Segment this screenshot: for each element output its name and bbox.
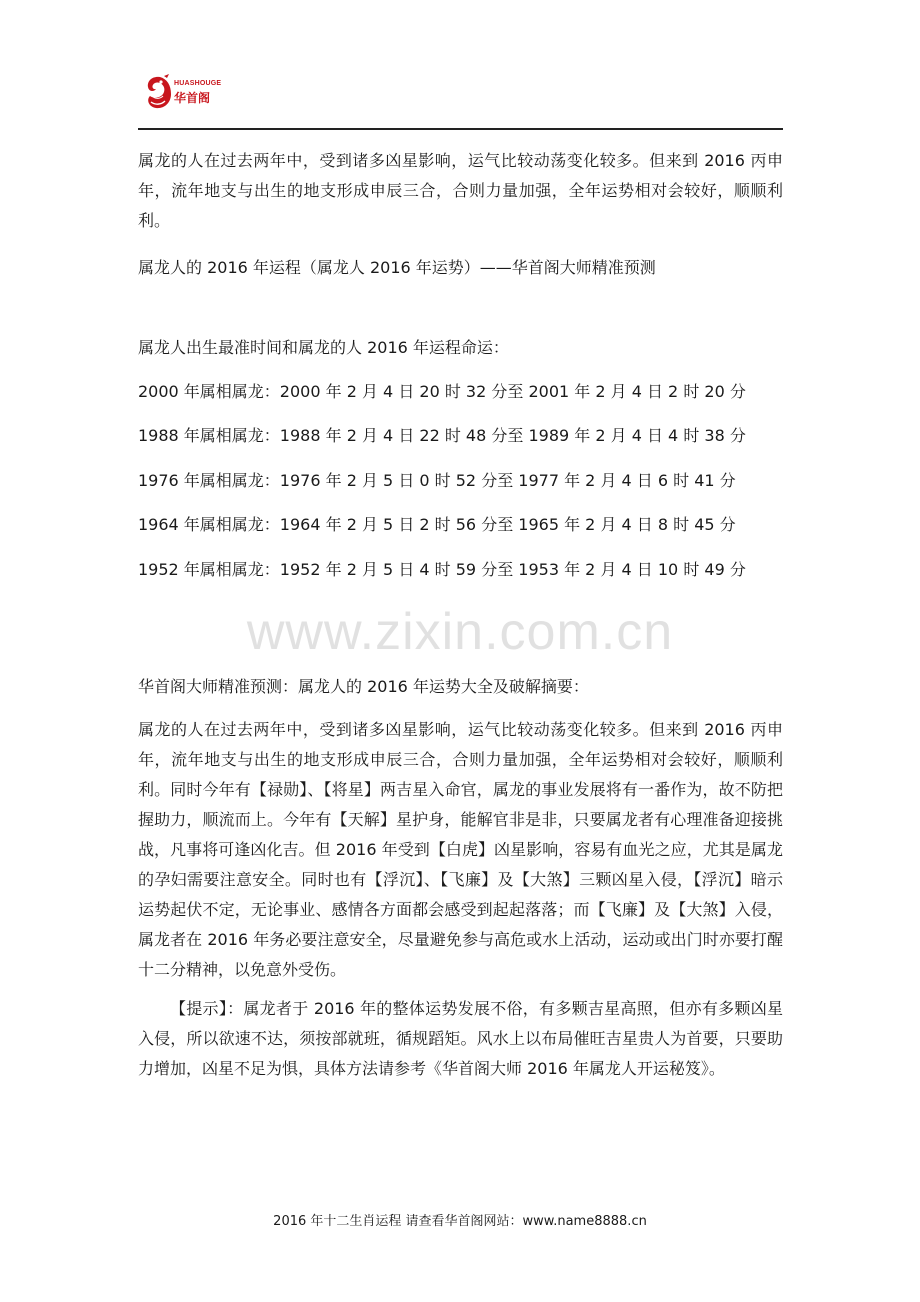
site-logo — [142, 74, 222, 114]
tip-paragraph: 【提示】：属龙者于 2016 年的整体运势发展不俗，有多颗吉星高照，但亦有多颗凶星入侵，所以欲速不达，须按部就班，循规蹈矩。风水上以布局催旺吉星贵人为首要，只要助力增加，凶星不足为惧，具体方法请参考《华首阁大师 2016 年属龙人开运秘笈》。 — [138, 999, 783, 1078]
summary-heading: 华首阁大师精准预测：属龙人的 2016 年运势大全及破解摘要： — [138, 677, 589, 696]
dragon-logo-icon — [142, 74, 174, 112]
birth-time-1976: 1976 年属相属龙：1976 年 2 月 5 日 0 时 52 分至 1977 年 2 月 4 日 6 时 41 分 — [138, 471, 736, 490]
birth-times-heading: 属龙人出生最准时间和属龙的人 2016 年运程命运： — [138, 338, 509, 357]
watermark: www.zixin.com.cn — [246, 603, 674, 661]
summary-paragraph: 属龙的人在过去两年中，受到诸多凶星影响，运气比较动荡变化较多。但来到 2016 丙申年，流年地支与出生的地支形成申辰三合，合则力量加强，全年运势相对会较好，顺顺利利。同时今年有【禄勋】、【将星】两吉星入命官，属龙的事业发展将有一番作为，故不防把握助力，顺流而上。今年有【天解】星护身，能解官非是非，只要属龙者有心理准备迎接挑战，凡事将可逢凶化吉。但 2016 年受到【白虎】凶星影响，容易有血光之应，尤其是属龙的孕妇需要注意安全。同时也有【浮沉】、【飞廉】及【大煞】三颗凶星入侵，【浮沉】暗示运势起伏不定，无论事业、感情各方面都会感受到起起落落；而【飞廉】及【大煞】入侵，属龙者在 2016 年务必要注意安全，尽量避免参与高危或水上活动，运动或出门时亦要打醒十二分精神，以免意外受伤。 — [138, 720, 783, 979]
article-title: 属龙人的 2016 年运程（属龙人 2016 年运势）——华首阁大师精准预测 — [138, 258, 656, 277]
birth-time-1988: 1988 年属相属龙：1988 年 2 月 4 日 22 时 48 分至 1989 年 2 月 4 日 4 时 38 分 — [138, 426, 746, 445]
logo-cjk-text: 华首阁 — [174, 91, 211, 105]
page-footer: 2016 年十二生肖运程 请查看华首阁网站：www.name8888.cn — [273, 1214, 647, 1229]
birth-time-1952: 1952 年属相属龙：1952 年 2 月 5 日 4 时 59 分至 1953 年 2 月 4 日 10 时 49 分 — [138, 560, 746, 579]
intro-paragraph: 属龙的人在过去两年中，受到诸多凶星影响，运气比较动荡变化较多。但来到 2016 丙申年，流年地支与出生的地支形成申辰三合，合则力量加强，全年运势相对会较好，顺顺利利。 — [138, 151, 783, 230]
birth-time-2000: 2000 年属相属龙：2000 年 2 月 4 日 20 时 32 分至 2001 年 2 月 4 日 2 时 20 分 — [138, 382, 746, 401]
header-divider — [138, 128, 783, 130]
logo-latin-text: HUASHOUGE — [174, 80, 222, 87]
birth-time-1964: 1964 年属相属龙：1964 年 2 月 5 日 2 时 56 分至 1965 年 2 月 4 日 8 时 45 分 — [138, 515, 736, 534]
